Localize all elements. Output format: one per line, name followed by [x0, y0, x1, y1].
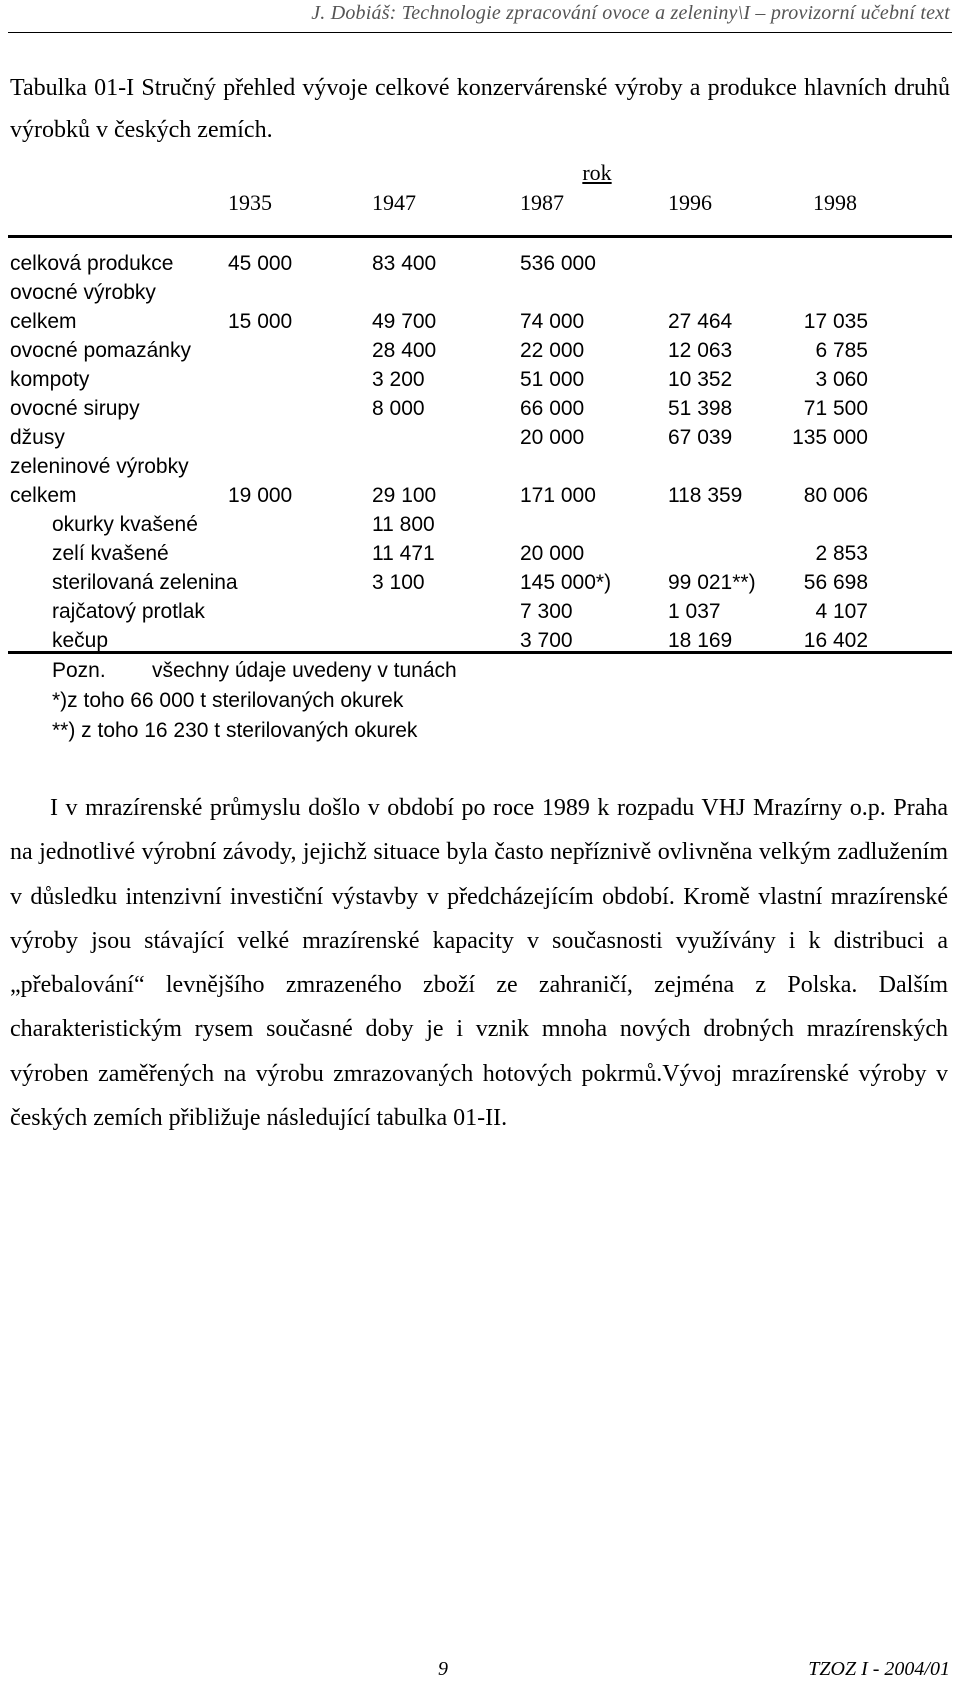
row-label: rajčatový protlak	[52, 600, 205, 623]
row-label: ovocné sirupy	[10, 397, 140, 420]
cell: 51 000	[520, 368, 585, 391]
cell: 28 400	[372, 339, 437, 362]
cell: 11 471	[372, 542, 435, 565]
cell: 6 785	[815, 339, 868, 362]
table-row	[0, 513, 960, 541]
cell: 20 000	[520, 542, 585, 565]
cell: 145 000*)	[520, 571, 612, 594]
cell: 118 359	[668, 484, 743, 507]
table-row	[0, 281, 960, 309]
table-top-rule	[8, 235, 952, 238]
table-row	[0, 339, 960, 367]
table-caption	[10, 67, 950, 151]
cell: 8 000	[372, 397, 425, 420]
footnote-2: **) z toho 16 230 t sterilovaných okurek	[52, 719, 418, 742]
cell: 19 000	[228, 484, 293, 507]
table-bottom-rule	[8, 651, 952, 654]
row-label: zeleninové výrobky	[10, 455, 189, 478]
cell: 67 039	[668, 426, 733, 449]
year-header: 1935	[228, 190, 272, 215]
cell: 2 853	[815, 542, 868, 565]
table-row	[0, 600, 960, 628]
year-header: 1996	[668, 190, 712, 215]
cell: 80 006	[803, 484, 868, 507]
cell: 18 169	[668, 629, 733, 652]
row-label: kompoty	[10, 368, 90, 391]
table-row	[0, 310, 960, 338]
cell: 45 000	[228, 252, 293, 275]
row-label: celkem	[10, 310, 77, 333]
table-row	[0, 426, 960, 454]
cell: 3 100	[372, 571, 425, 594]
row-label: zelí kvašené	[52, 542, 169, 565]
cell: 74 000	[520, 310, 585, 333]
cell: 49 700	[372, 310, 437, 333]
table-row	[0, 397, 960, 425]
table-row	[0, 455, 960, 483]
cell: 3 700	[520, 629, 573, 652]
cell: 16 402	[803, 629, 868, 652]
running-header: J. Dobiáš: Technologie zpracování ovoce a zeleniny\I – provizorní učební text	[311, 2, 950, 24]
cell: 83 400	[372, 252, 437, 275]
cell: 56 698	[803, 571, 868, 594]
cell: 17 035	[803, 310, 868, 333]
row-label: ovocné výrobky	[10, 281, 156, 304]
note-label: Pozn.	[52, 659, 106, 682]
cell: 10 352	[668, 368, 733, 391]
cell: 27 464	[668, 310, 733, 333]
table-row	[0, 252, 960, 280]
cell: 66 000	[520, 397, 585, 420]
units-note	[52, 656, 457, 686]
body-paragraph	[10, 786, 948, 1140]
cell: 3 200	[372, 368, 425, 391]
caption-label: Tabulka 01-I	[10, 75, 135, 101]
cell: 135 000	[792, 426, 868, 449]
header-rule	[8, 32, 952, 33]
table-row	[0, 484, 960, 512]
table-row	[0, 368, 960, 396]
cell: 15 000	[228, 310, 293, 333]
cell: 12 063	[668, 339, 733, 362]
cell: 22 000	[520, 339, 585, 362]
year-header: 1987	[520, 190, 564, 215]
cell: 99 021**)	[668, 571, 756, 594]
cell: 4 107	[815, 600, 868, 623]
document-id: TZOZ I - 2004/01	[808, 1658, 950, 1680]
cell: 11 800	[372, 513, 435, 536]
page-number: 9	[438, 1658, 448, 1680]
cell: 1 037	[668, 600, 721, 623]
cell: 20 000	[520, 426, 585, 449]
year-header: 1947	[372, 190, 416, 215]
cell: 7 300	[520, 600, 573, 623]
caption-text: Stručný přehled vývoje celkové konzervárenské výroby a produkce hlavních druhů výrobků v českých zemích.	[10, 75, 950, 143]
row-label: kečup	[52, 629, 109, 652]
row-label: celková produkce	[10, 252, 174, 275]
row-label: džusy	[10, 426, 65, 449]
year-header: 1998	[813, 190, 857, 215]
year-group-header: rok	[582, 160, 612, 185]
cell: 71 500	[803, 397, 868, 420]
cell: 171 000	[520, 484, 596, 507]
year-header-row	[0, 190, 960, 220]
table-notes	[52, 656, 457, 746]
row-label: okurky kvašené	[52, 513, 198, 536]
cell: 51 398	[668, 397, 733, 420]
table-row	[0, 542, 960, 570]
footnote-1: *)z toho 66 000 t sterilovaných okurek	[52, 689, 404, 712]
table-row	[0, 571, 960, 599]
row-label: sterilovaná zelenina	[52, 571, 238, 594]
row-label: celkem	[10, 484, 77, 507]
note-text: všechny údaje uvedeny v tunách	[152, 659, 457, 682]
paragraph-text: I v mrazírenské průmyslu došlo v období po roce 1989 k rozpadu VHJ Mrazírny o.p. Praha na jednotlivé výrobní závody, jejichž situace byla často nepříznivě ovlivněna velkým zadlužením v důsledku intenzivní investiční výstavby v předcházejícím období. Kromě vlastní mrazírenské výroby jsou stávající velké mrazírenské kapacity v současnosti využívány i k distribuci a „přebalování“ levnějšího zmrazeného zboží ze zahraničí, zejména z Polska. Dalším charakteristickým rysem současné doby je i vznik mnoha nových drobných mrazírenských výroben zaměřených na výrobu zmrazovaných hotových pokrmů.Vývoj mrazírenské výroby v českých zemích přibližuje následující tabulka 01-II.	[10, 795, 948, 1132]
cell: 3 060	[815, 368, 868, 391]
cell: 29 100	[372, 484, 437, 507]
row-label: ovocné pomazánky	[10, 339, 191, 362]
cell: 536 000	[520, 252, 596, 275]
